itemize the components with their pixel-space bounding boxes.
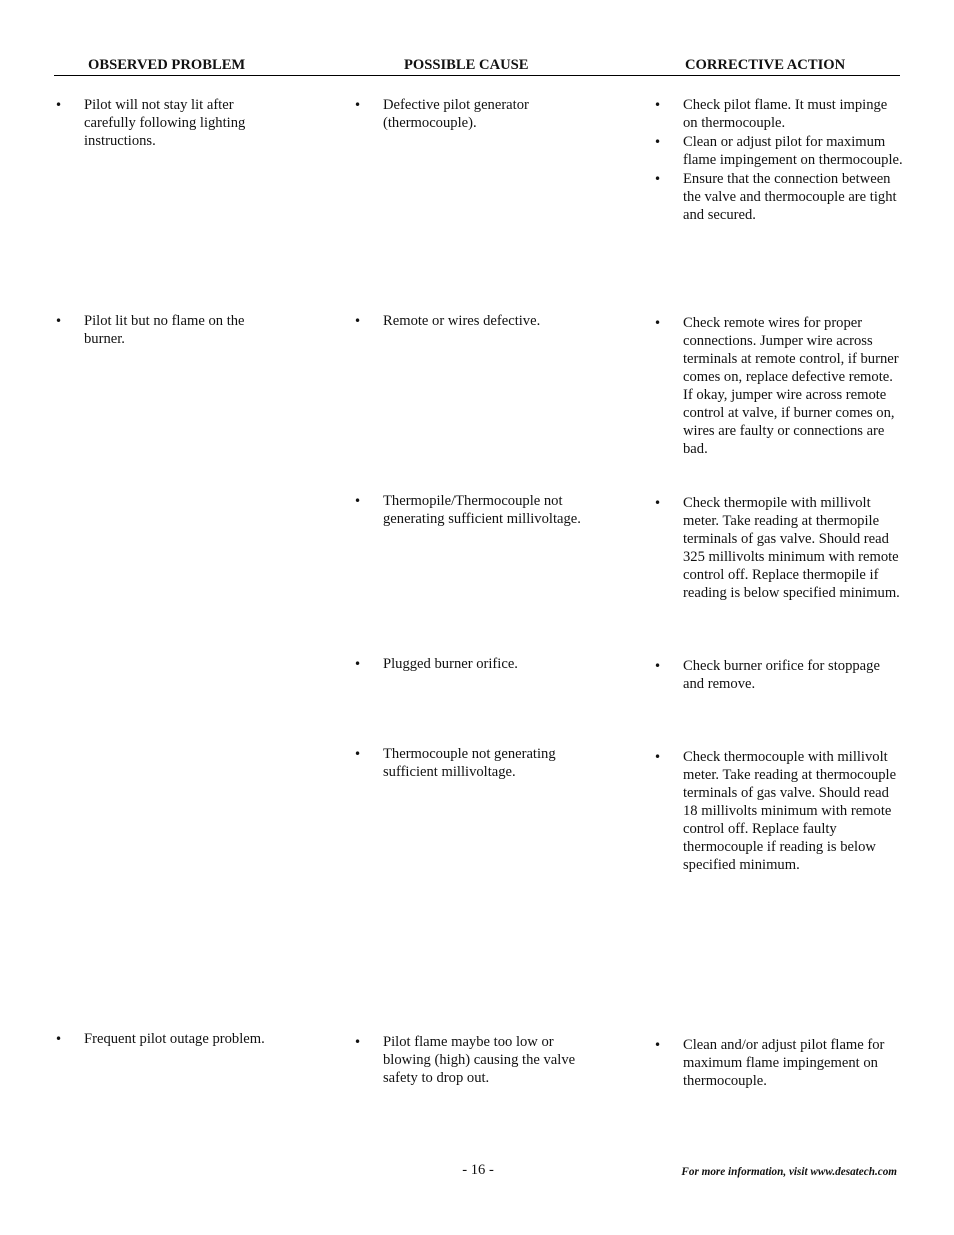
header-corrective-action: CORRECTIVE ACTION <box>685 57 846 73</box>
list-item: • Check remote wires for proper connections. Jumper wire across terminals at remote control, if burner comes on, replace defective remote. If okay, jumper wire across remote control at valve, if burner comes on, wires are faulty or connections are bad. <box>654 314 904 458</box>
row2-cause <box>354 312 604 330</box>
list-item: • Defective pilot generator (thermocouple). <box>354 96 604 132</box>
list-item: • Clean or adjust pilot for maximum flame impingement on thermocouple. <box>654 133 904 169</box>
page-number: - 16 - <box>462 1162 494 1178</box>
row3-action <box>654 494 904 602</box>
list-item: • Thermopile/Thermocouple not generating sufficient millivoltage. <box>354 492 604 528</box>
row6-cause <box>354 1033 604 1087</box>
row4-action <box>654 657 904 693</box>
list-item: • Check thermocouple with millivolt meter. Take reading at thermocouple terminals of gas valve. Should read 18 millivolts minimum with remote control off. Replace faulty thermocouple if reading is below specified minimum. <box>654 748 904 874</box>
row3-cause <box>354 492 604 528</box>
row2-problem <box>55 312 267 348</box>
row5-cause <box>354 745 604 781</box>
list-item: • Plugged burner orifice. <box>354 655 604 673</box>
list-item: • Ensure that the connection between the valve and thermocouple are tight and secured. <box>654 170 904 224</box>
row1-problem <box>55 96 267 150</box>
footer-note: For more information, visit www.desatech.com <box>681 1166 897 1178</box>
list-item: • Remote or wires defective. <box>354 312 604 330</box>
list-item: • Check thermopile with millivolt meter. Take reading at thermopile terminals of gas valve. Should read 325 millivolts minimum with remote control off. Replace thermopile if reading is below specified minimum. <box>654 494 904 602</box>
list-item: • Pilot flame maybe too low or blowing (high) causing the valve safety to drop out. <box>354 1033 604 1087</box>
row6-problem <box>55 1030 267 1048</box>
list-item: • Frequent pilot outage problem. <box>55 1030 267 1048</box>
row1-action <box>654 96 904 224</box>
list-item: • Thermocouple not generating sufficient millivoltage. <box>354 745 604 781</box>
row5-action <box>654 748 904 874</box>
list-item: • Clean and/or adjust pilot flame for maximum flame impingement on thermocouple. <box>654 1036 904 1090</box>
list-item: • Pilot lit but no flame on the burner. <box>55 312 267 348</box>
row6-action <box>654 1036 904 1090</box>
header-possible-cause: POSSIBLE CAUSE <box>404 57 529 73</box>
list-item: • Pilot will not stay lit after carefully following lighting instructions. <box>55 96 267 150</box>
row4-cause <box>354 655 604 673</box>
list-item: • Check burner orifice for stoppage and remove. <box>654 657 904 693</box>
header-observed-problem: OBSERVED PROBLEM <box>88 57 246 73</box>
row1-cause <box>354 96 604 132</box>
row2-action <box>654 314 904 458</box>
list-item: • Check pilot flame. It must impinge on thermocouple. <box>654 96 904 132</box>
header-divider <box>54 75 900 76</box>
